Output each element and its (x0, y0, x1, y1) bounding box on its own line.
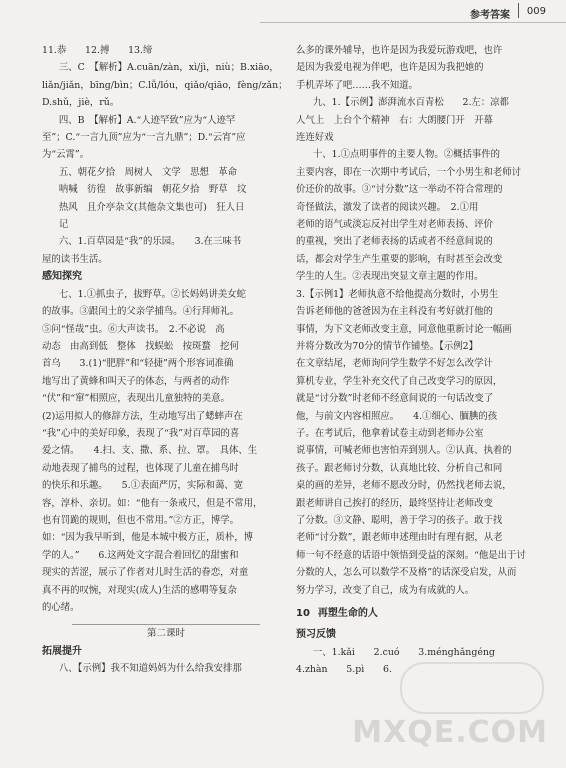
answer-line: 记 (58, 219, 69, 231)
answer-line: 老师“讨分数”，跟老师申述理由时有理有据，从老 (296, 532, 503, 544)
answer-line: 容，淳朴、亲切。如：“他有一条戒尺，但是不常用， (42, 497, 263, 509)
answer-line: 一、1.kǎi 2.cuó 3.ménghǎngéng (312, 646, 495, 658)
answer-line: 的重视，突出了老师表扬的话或者不经意间说的 (296, 236, 493, 248)
answer-line: 呐喊 彷徨 故事新编 朝花夕拾 野草 坟 (58, 184, 247, 196)
answer-line: 人气上 上台个个精神 右：大朗腰门开 开幕 (296, 114, 493, 126)
page-number: 009 (526, 6, 546, 17)
section-heading: 预习反馈 (296, 629, 336, 641)
answer-line: 学的人。” 6.这两处文字混合着回忆的甜蜜和 (42, 549, 239, 561)
answer-line: “我”心中的美好印象，表现了“我”对百草园的喜 (42, 427, 240, 439)
answer-line: 说事情，可喊老师也害怕弄到别人。②认真、执着的 (296, 445, 512, 457)
answer-line: 十、1.①点明事件的主要人物。②概括事件的 (312, 149, 500, 161)
answer-line: 的快乐和乐趣。 5.①表面严厉，实际和蔼、宽 (42, 480, 244, 492)
answer-line: 八、【示例】我不知道妈妈为什么给我安排那 (58, 663, 242, 675)
answer-line: 如：“因为我早听到，他是本城中极方正，质朴，博 (42, 532, 254, 544)
answer-line: ⑤问“怪哉”虫。⑥大声读书。 2.不必说 高 (42, 323, 225, 335)
answer-line: 他，与前文内容相照应。 4.①细心、腼腆的孩 (296, 410, 498, 422)
header-label: 参考答案 (470, 10, 510, 21)
answer-line: 的故事。③跟闰土的父亲学捕鸟。④行拜师礼。 (42, 306, 239, 318)
answer-line: 是因为我爱电视为伴吧，也许是因为我把她的 (296, 62, 484, 74)
answer-line: 桌的画的差异，老师不愿改分时，仍然找老师去说， (296, 480, 512, 492)
answer-line: 三、C 【解析】A.cuān/zàn，xì/jì，niù；B.xiāo， (58, 62, 279, 74)
answer-line: (2)运用拟人的修辞方法，生动地写出了蟋蟀声在 (42, 410, 243, 422)
unit-number: 10 (296, 608, 310, 619)
header-rule (260, 22, 566, 23)
lesson-title: 第二课时 (146, 628, 185, 640)
answer-line: 学生的人生。②表现出突显文章主题的作用。 (296, 271, 484, 283)
answer-line: 并将分数改为70分的情节作铺垫。【示例2】 (296, 340, 478, 352)
answer-line: 就是“讨分数”时老师不经意间说的一句话改变了 (296, 393, 494, 405)
answer-line: 首乌 3.(1)“肥胖”和“轻捷”两个形容词准确 (42, 358, 234, 370)
answer-line: 动态 由高到低 整体 找蜈蚣 按斑蝥 挖何 (42, 340, 239, 352)
answer-line: 现实的苦涩，展示了作者对儿时生活的眷恋，对童 (42, 567, 249, 579)
answer-line: 九、1.【示例】澎湃流水百青松 2.左：凉都 (312, 97, 509, 109)
answer-line: 动地表现了捕鸟的过程，也体现了儿童在捕鸟时 (42, 462, 239, 474)
answer-line: 跟老师讲自己挨打的经历，最终坚持让老师改变 (296, 497, 493, 509)
watermark-logo-icon (400, 662, 544, 714)
answer-line: 老师的语气或淡忘反衬出学生对老师表扬、评价 (296, 219, 493, 231)
answer-line: 师一句不经意的话语中领悟到受益的深刻。“他是出于讨 (296, 549, 526, 561)
answer-line: 地写出了黄蜂和叫天子的体态，与两者的动作 (42, 375, 230, 387)
answer-line: “伏”和“窜”相照应，表现出儿童独特的美意。 (42, 393, 230, 405)
answer-line: 四、B 【解析】A.“人迹罕致”应为“人迹罕 (58, 114, 236, 126)
answer-line: 连连好戏 (296, 132, 334, 144)
answer-line: 的心绪。 (42, 602, 80, 613)
answer-line: 奇怪做法，激发了读者的阅读兴趣。 2.①用 (296, 201, 479, 213)
watermark: MXQE.COM (352, 715, 548, 750)
unit-name: 再塑生命的人 (317, 608, 378, 619)
answer-line: 六、1.百草园是“我”的乐园。 3.在三味书 (58, 236, 242, 248)
answer-line: 4.zhàn 5.pì 6. (296, 664, 392, 676)
answer-line: 告诉老师他的爸爸因为在主科没有考好就打他的 (296, 306, 493, 318)
page-header (0, 0, 566, 22)
answer-line: 在文章结尾，老师询问学生数学不好怎么改学计 (296, 358, 493, 370)
answer-line: 屋的读书生活。 (42, 253, 108, 265)
answer-line: D.shǔ，jiè，rǔ。 (42, 97, 120, 109)
section-heading: 拓展提升 (42, 645, 82, 657)
answer-line: 事情，为下文老师改变主意，同意他重新讨论一幅画 (296, 323, 512, 335)
left-column (42, 42, 290, 678)
answer-line: 主要内容，即在一次期中考试后，一个小男生和老师讨 (296, 166, 522, 178)
answer-line: 孩子。跟老师讨分数，认真地比较、分析自己和同 (296, 462, 503, 474)
answer-line: 了分数。③文静、聪明，善于学习的孩子。敢于找 (296, 514, 503, 526)
answer-line: 么多的课外辅导，也许是因为我爱玩游戏吧，也许 (296, 45, 503, 56)
section-heading: 感知探究 (42, 271, 82, 283)
answer-line: 为“云霄”。 (42, 149, 90, 161)
answer-line: 3.【示例1】老师执意不给他提高分数时，小男生 (296, 288, 499, 300)
answer-line: 话，都会对学生产生重要的影响，有时甚至会改变 (296, 253, 503, 265)
unit-title (296, 605, 546, 622)
right-column (296, 42, 546, 679)
answer-line: 手机弄坏了吧……我不知道。 (296, 79, 418, 91)
answer-line: 至”；C.“一言九顶”应为“一言九鼎”；D.“云宵”应 (42, 132, 246, 144)
header-separator (518, 3, 519, 18)
answer-line: 分数的人，怎么可以数学不及格”的话深受启发，从而 (296, 567, 517, 579)
answer-line: liǎn/jiǎn，bīng/bìn；C.lǚ/lóu，qiǎo/qiāo，fèng/zǎn； (42, 79, 288, 91)
answer-line: 热风 且介亭杂文(其他杂文集也可) 狂人日 (58, 201, 245, 213)
answer-line: 真不再的叹惋，对现实(成人)生活的感喟等复杂 (42, 584, 237, 596)
answer-line: 子。在考试后，他拿着试卷主动到老师办公室 (296, 427, 484, 439)
answer-line: 11.恭 12.搏 13.缔 (42, 45, 153, 56)
answer-line: 七、1.①抓虫子，拔野草。②长妈妈讲美女蛇 (58, 288, 246, 300)
answer-line: 五、朝花夕拾 周树人 文学 思想 革命 (58, 166, 238, 178)
answer-line: 努力学习，改变了自己，成为有成就的人。 (296, 584, 475, 596)
answer-line: 也有罚跪的规则，但也不常用。”②方正，博学。 (42, 514, 239, 526)
answer-line: 爱之情。 4.扫、支、撒、系、拉、罩。 具体、生 (42, 445, 258, 457)
answer-line: 价还价的故事。③“讨分数”这一举动不符合常理的 (296, 184, 503, 196)
answer-line: 算机专业，学生补充交代了自己改变学习的原因， (296, 375, 503, 387)
